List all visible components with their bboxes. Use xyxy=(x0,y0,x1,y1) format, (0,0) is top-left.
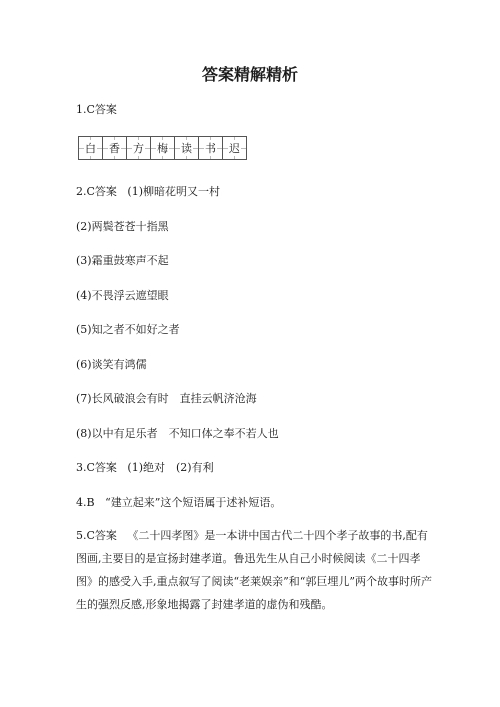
q2-item: (3)霜重鼓寒声不起 xyxy=(76,254,169,267)
grid-cell: 白 xyxy=(79,137,103,159)
q2-item: (7)长风破浪会有时 直挂云帆济沧海 xyxy=(76,392,257,405)
q2-item: (2)两鬓苍苍十指黑 xyxy=(76,220,169,233)
q2-item: (5)知之者不如好之者 xyxy=(76,323,180,336)
q1-label: 1.C答案 xyxy=(76,103,117,116)
q3-label: 3.C答案 xyxy=(76,461,117,474)
q2-item: (1)柳暗花明又一村 xyxy=(127,185,221,198)
q5-paragraph xyxy=(76,524,436,616)
q2-label: 2.C答案 xyxy=(76,185,117,198)
grid-cell: 读 xyxy=(175,137,199,159)
grid-cell: 方 xyxy=(127,137,151,159)
q3-text: (1)绝对 (2)有利 xyxy=(127,461,214,474)
q5-label: 5.C答案 xyxy=(76,529,117,542)
q4-label: 4.B xyxy=(76,496,95,509)
q4-line xyxy=(76,494,281,510)
q2-item: (8)以中有足乐者 不知口体之奉不若人也 xyxy=(76,427,279,440)
q4-text: “建立起来”这个短语属于述补短语。 xyxy=(105,496,282,509)
grid-cell: 香 xyxy=(103,137,127,159)
page-title: 答案精解精析 xyxy=(201,65,298,84)
q2-line xyxy=(76,183,220,199)
grid-cell: 梅 xyxy=(151,137,175,159)
q2-item: (6)谈笑有鸿儒 xyxy=(76,358,147,371)
grid-cell: 书 xyxy=(199,137,223,159)
q2-item: (4)不畏浮云遮望眼 xyxy=(76,289,169,302)
q5-text: 《二十四孝图》是一本讲中国古代二十四个孝子故事的书,配有图画,主要目的是宣扬封建孝道。鲁迅先生从自己小时候阅读《二十四孝图》的感受入手,重点叙写了阅读“老莱娱亲”和“郭巨埋儿”两个故事时所产生的强烈反感,形象地揭露了封建孝道的虚伪和残酷。 xyxy=(76,529,432,611)
grid-cell: 迟 xyxy=(223,137,246,159)
character-grid xyxy=(78,136,247,160)
q3-line xyxy=(76,459,214,475)
